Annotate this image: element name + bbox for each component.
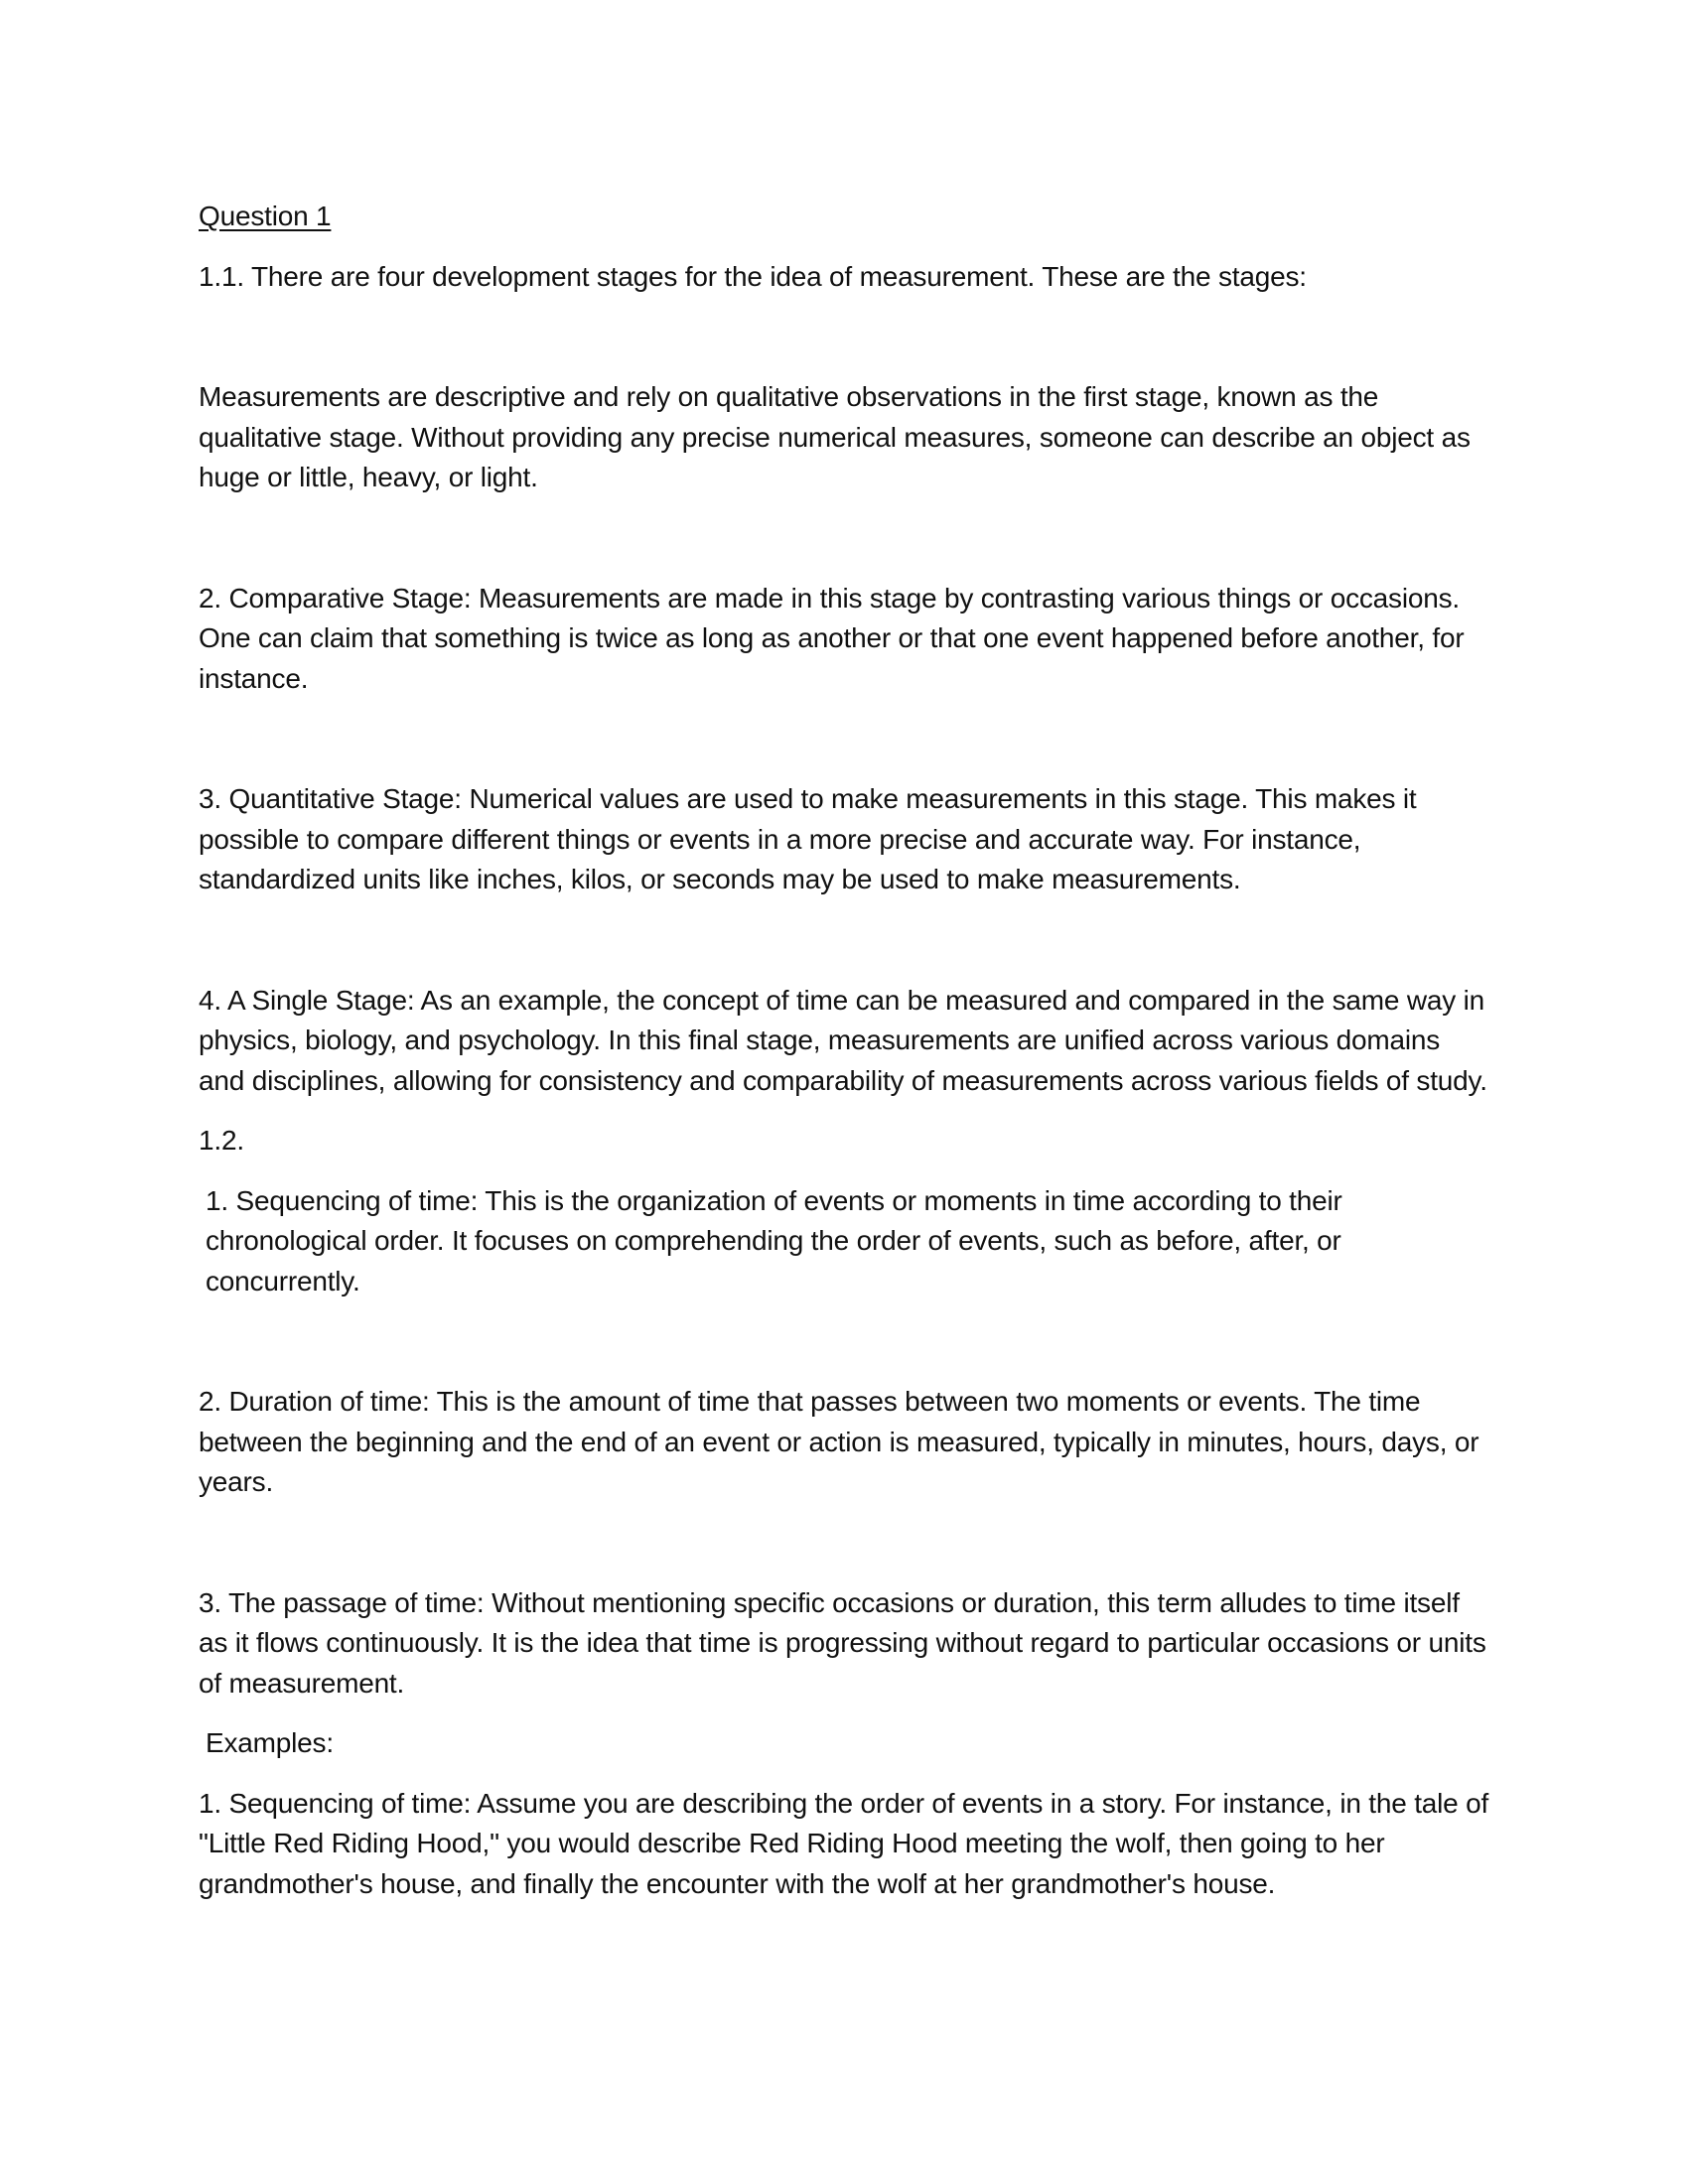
- quantitative-stage-paragraph: 3. Quantitative Stage: Numerical values are used to make measurements in this stage. This makes it possible to compare different things or events in a more precise and accurate way. For instance, standardized units like inches, kilos, or seconds may be used to make measurements.: [199, 783, 1417, 894]
- comparative-stage-paragraph: 2. Comparative Stage: Measurements are made in this stage by contrasting various things or occasions. One can claim that something is twice as long as another or that one event happened before another, for instance.: [199, 582, 1465, 694]
- duration-of-time-paragraph: 2. Duration of time: This is the amount of time that passes between two moments or events. The time between the beginning and the end of an event or action is measured, typically in minutes, hours, days, or years.: [199, 1386, 1479, 1497]
- section-1-2-label: 1.2.: [199, 1125, 244, 1156]
- qualitative-stage-paragraph: Measurements are descriptive and rely on qualitative observations in the first stage, known as the qualitative stage. Without providing any precise numerical measures, someone can describe an object as huge or little, heavy, or light.: [199, 381, 1471, 492]
- passage-of-time-paragraph: 3. The passage of time: Without mentioning specific occasions or duration, this term alludes to time itself as it flows continuously. It is the idea that time is progressing without regard to particular occasions or units of measurement.: [199, 1586, 1486, 1699]
- section-1-1-intro: 1.1. There are four development stages for the idea of measurement. These are the stages:: [199, 260, 1307, 292]
- question-heading: Question 1: [199, 201, 332, 231]
- sequencing-example-paragraph: 1. Sequencing of time: Assume you are describing the order of events in a story. For instance, in the tale of "Little Red Riding Hood," you would describe Red Riding Hood meeting the wolf, then going to her grandmother's house, and finally the encounter with the wolf at her grandmother's house.: [199, 1787, 1489, 1899]
- examples-label: Examples:: [206, 1727, 334, 1758]
- document-body: [199, 197, 1489, 1904]
- single-stage-paragraph: 4. A Single Stage: As an example, the concept of time can be measured and compared in the same way in physics, biology, and psychology. In this final stage, measurements are unified across various domains and disciplines, allowing for consistency and comparability of measurements across various fields of study.: [199, 984, 1487, 1096]
- sequencing-of-time-paragraph: 1. Sequencing of time: This is the organization of events or moments in time according to their chronological order. It focuses on comprehending the order of events, such as before, after, or concurrently.: [206, 1184, 1342, 1297]
